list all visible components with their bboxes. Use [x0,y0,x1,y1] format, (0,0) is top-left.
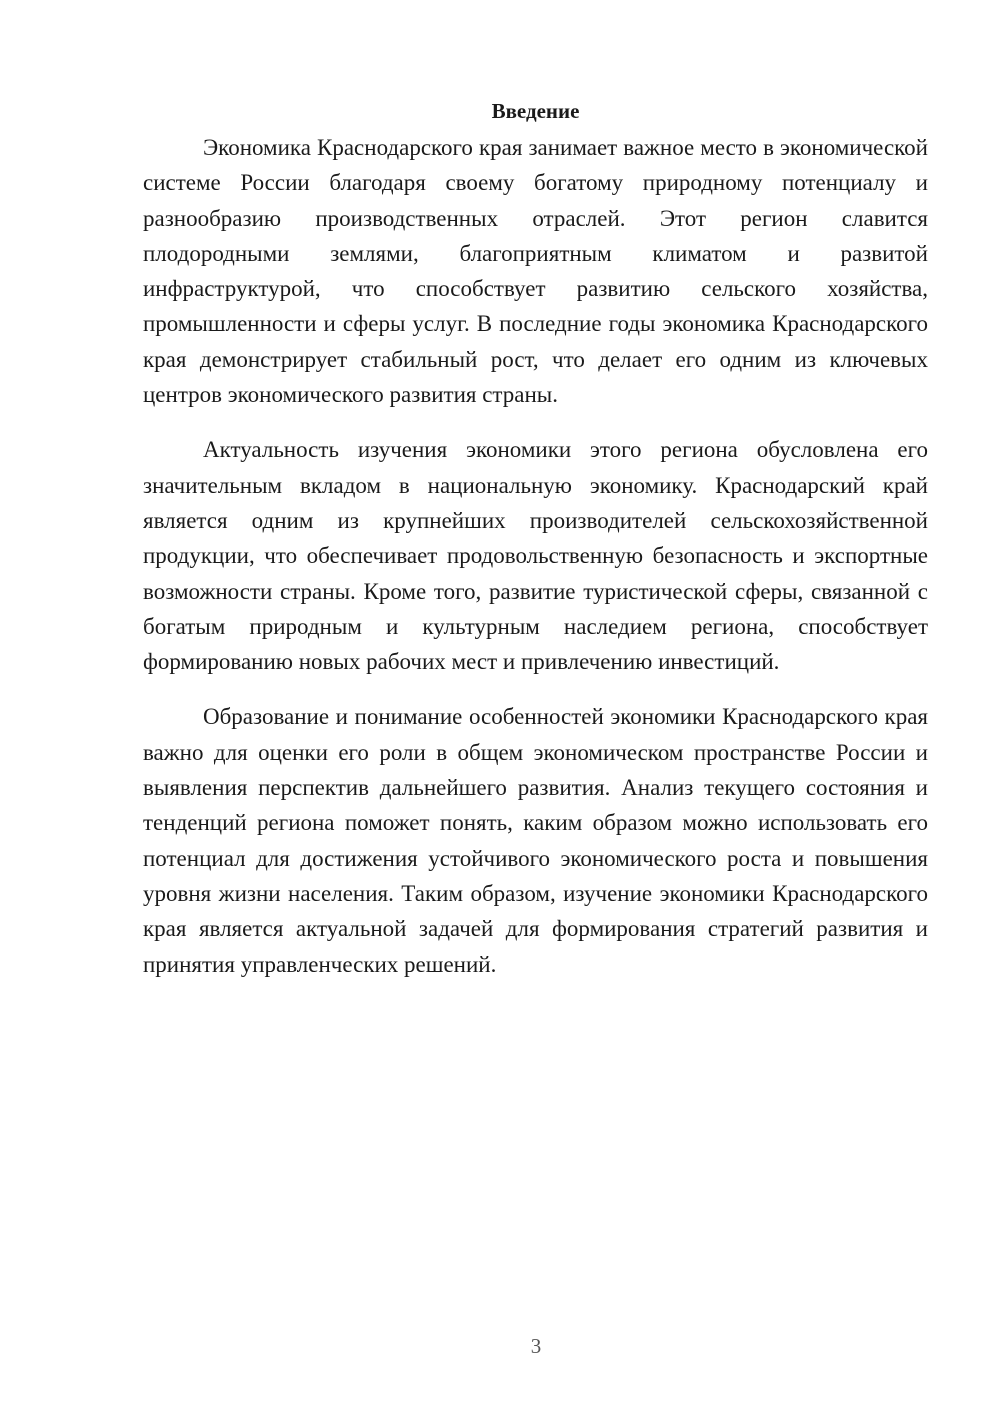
paragraph-3: Образование и понимание особенностей экономики Краснодарского края важно для оценки его роли в общем экономическом пространстве России и выявления перспектив дальнейшего развития. Анализ текущего состояния и тенденций региона поможет понять, каким образом можно использовать его потенциал для достижения устойчивого экономического роста и повышения уровня жизни населения. Таким образом, изучение экономики Краснодарского края является актуальной задачей для формирования стратегий развития и принятия управленческих решений. [143,704,928,977]
paragraph-2: Актуальность изучения экономики этого региона обусловлена его значительным вкладом в национальную экономику. Краснодарский край является одним из крупнейших производителей сельскохозяйственной продукции, что обеспечивает продовольственную безопасность и экспортные возможности страны. Кроме того, развитие туристической сферы, связанной с богатым природным и культурным наследием региона, способствует формированию новых рабочих мест и привлечению инвестиций. [143,437,928,675]
page-content [143,96,928,1002]
paragraph-1: Экономика Краснодарского края занимает важное место в экономической системе России благодаря своему богатому природному потенциалу и разнообразию производственных отраслей. Этот регион славится плодородными землями, благоприятным климатом и развитой инфраструктурой, что способствует развитию сельского хозяйства, промышленности и сферы услуг. В последние годы экономика Краснодарского края демонстрирует стабильный рост, что делает его одним из ключевых центров экономического развития страны. [143,135,928,408]
page-number: 3 [530,1334,542,1358]
section-heading: Введение [491,99,580,123]
